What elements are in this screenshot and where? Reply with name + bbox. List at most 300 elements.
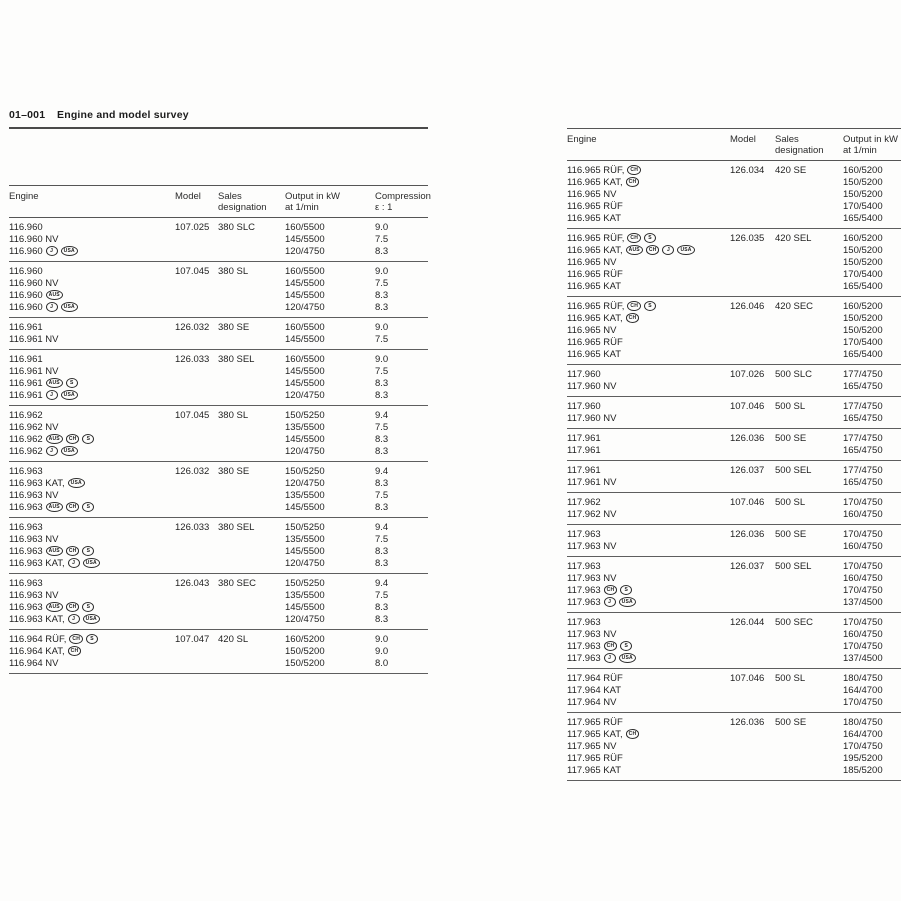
engine-designation: 116.965 RÜF: [567, 200, 623, 212]
engine-designation: 116.963 KAT, USA: [9, 478, 175, 490]
output-cell: [843, 617, 901, 665]
engine-block: [9, 518, 428, 574]
engine-cell: [9, 410, 175, 458]
engine-cell: [9, 266, 175, 314]
compression-cell: [375, 354, 428, 402]
section-code: 01–001: [9, 109, 46, 121]
sales-designation-cell: 420 SL: [218, 633, 249, 645]
compression-value: 9.0: [375, 265, 389, 277]
page-header: [9, 109, 428, 121]
output-cell: [285, 410, 375, 458]
country-badge-ch: CH: [604, 585, 618, 595]
output-value: 170/5400: [843, 336, 883, 348]
output-value: 150/5200: [843, 176, 883, 188]
engine-cell: [567, 165, 730, 225]
engine-designation: 116.963 AUS CH S: [9, 502, 175, 514]
country-badge-ch: CH: [626, 313, 640, 323]
country-badge-ch: CH: [66, 602, 80, 612]
engine-designation: 116.961 NV: [9, 333, 59, 345]
output-value: 160/5200: [843, 164, 883, 176]
engine-designation: 117.965 KAT, CH: [567, 729, 730, 741]
engine-designation: 117.960: [567, 368, 601, 380]
country-badge-s: S: [644, 233, 656, 243]
compression-value: 8.3: [375, 433, 389, 445]
output-value: 164/4700: [843, 684, 883, 696]
engine-block: [567, 493, 901, 525]
country-badge-aus: AUS: [626, 245, 643, 255]
output-value: 137/4500: [843, 652, 883, 664]
output-value: 160/4750: [843, 572, 883, 584]
output-value: 165/4750: [843, 380, 883, 392]
output-value: 180/4750: [843, 672, 883, 684]
engine-cell: [567, 465, 730, 489]
output-cell: [285, 634, 375, 670]
sales-designation-cell: 500 SL: [775, 496, 806, 508]
engine-designation: 116.965 RÜF: [567, 336, 623, 348]
compression-value: 8.3: [375, 445, 389, 457]
engine-designation: 116.960 J USA: [9, 246, 175, 258]
country-badge-j: J: [68, 558, 80, 568]
engine-cell: [9, 354, 175, 402]
output-cell: [843, 717, 901, 777]
country-badge-j: J: [604, 653, 616, 663]
engine-designation: 116.965 NV: [567, 188, 617, 200]
output-cell: [285, 266, 375, 314]
model-cell: 107.046: [730, 496, 765, 508]
output-value: 120/4750: [285, 245, 325, 257]
engine-designation: 116.965 NV: [567, 256, 617, 268]
output-value: 150/5250: [285, 409, 325, 421]
country-badge-aus: AUS: [46, 378, 63, 388]
country-badge-s: S: [86, 634, 98, 644]
column-header-sales: Sales designation: [218, 191, 267, 213]
output-value: 195/5200: [843, 752, 883, 764]
output-value: 160/5200: [843, 232, 883, 244]
output-value: 145/5500: [285, 601, 325, 613]
engine-designation: 117.964 RÜF: [567, 672, 623, 684]
compression-cell: [375, 410, 428, 458]
country-badge-ch: CH: [626, 177, 640, 187]
compression-value: 7.5: [375, 277, 389, 289]
compression-value: 9.0: [375, 321, 389, 333]
engine-cell: [567, 433, 730, 457]
sales-designation-cell: 380 SL: [218, 265, 249, 277]
column-header-output: Output in kW at 1/min: [843, 134, 898, 156]
output-value: 120/4750: [285, 445, 325, 457]
model-cell: 126.034: [730, 164, 765, 176]
engine-designation: 116.963: [9, 521, 43, 533]
engine-designation: 116.961 J USA: [9, 390, 175, 402]
engine-designation: 116.960 AUS: [9, 290, 175, 302]
compression-cell: [375, 634, 428, 670]
country-badge-j: J: [662, 245, 674, 255]
output-value: 120/4750: [285, 301, 325, 313]
output-value: 170/4750: [843, 616, 883, 628]
output-value: 150/5200: [843, 244, 883, 256]
engine-block: [567, 557, 901, 613]
output-value: 170/4750: [843, 560, 883, 572]
engine-designation: 116.962 J USA: [9, 446, 175, 458]
output-value: 150/5250: [285, 577, 325, 589]
output-value: 150/5200: [843, 256, 883, 268]
engine-block: [567, 669, 901, 713]
output-value: 120/4750: [285, 557, 325, 569]
engine-block: [9, 318, 428, 350]
country-badge-ch: CH: [66, 434, 80, 444]
column-header-engine: Engine: [567, 134, 597, 145]
engine-designation: 117.963 NV: [567, 628, 617, 640]
compression-value: 8.3: [375, 601, 389, 613]
output-value: 177/4750: [843, 400, 883, 412]
engine-block: [567, 297, 901, 365]
engine-designation: 116.965 RÜF, CH S: [567, 233, 730, 245]
compression-value: 9.4: [375, 409, 389, 421]
sales-designation-cell: 380 SEL: [218, 353, 255, 365]
model-cell: 126.043: [175, 577, 210, 589]
country-badge-ch: CH: [646, 245, 660, 255]
output-value: 145/5500: [285, 333, 325, 345]
engine-designation: 117.963: [567, 528, 601, 540]
engine-designation: 116.965 KAT: [567, 280, 622, 292]
engine-designation: 116.963 AUS CH S: [9, 546, 175, 558]
engine-designation: 116.964 NV: [9, 657, 59, 669]
engine-block: [567, 429, 901, 461]
engine-designation: 116.960 J USA: [9, 302, 175, 314]
engine-designation: 116.963 KAT, J USA: [9, 558, 175, 570]
output-value: 170/4750: [843, 528, 883, 540]
compression-value: 8.3: [375, 613, 389, 625]
sales-designation-cell: 500 SE: [775, 528, 807, 540]
compression-value: 9.4: [375, 577, 389, 589]
country-badge-s: S: [620, 585, 632, 595]
output-value: 160/5500: [285, 353, 325, 365]
output-value: 160/4750: [843, 508, 883, 520]
country-badge-s: S: [82, 502, 94, 512]
output-cell: [285, 222, 375, 258]
model-cell: 126.037: [730, 464, 765, 476]
output-value: 170/5400: [843, 200, 883, 212]
engine-designation: 116.962 NV: [9, 421, 59, 433]
engine-designation: 116.965 RÜF, CH: [567, 165, 730, 177]
compression-value: 7.5: [375, 333, 389, 345]
engine-designation: 117.960 NV: [567, 412, 617, 424]
output-value: 137/4500: [843, 596, 883, 608]
column-header-compression: Compression ε : 1: [375, 191, 431, 213]
engine-block: [567, 397, 901, 429]
output-value: 177/4750: [843, 464, 883, 476]
country-badge-s: S: [82, 602, 94, 612]
compression-value: 7.5: [375, 421, 389, 433]
column-header-model: Model: [730, 134, 756, 145]
model-cell: 126.032: [175, 321, 210, 333]
compression-value: 8.3: [375, 289, 389, 301]
country-badge-aus: AUS: [46, 434, 63, 444]
model-cell: 126.037: [730, 560, 765, 572]
sales-designation-cell: 500 SEL: [775, 560, 812, 572]
engine-survey-table-left: [9, 185, 431, 674]
engine-cell: [567, 673, 730, 709]
model-cell: 107.046: [730, 672, 765, 684]
output-value: 145/5500: [285, 377, 325, 389]
sales-designation-cell: 500 SE: [775, 716, 807, 728]
output-value: 135/5500: [285, 533, 325, 545]
engine-designation: 116.960 NV: [9, 277, 59, 289]
compression-value: 8.3: [375, 477, 389, 489]
column-header-engine: Engine: [9, 191, 39, 202]
output-cell: [843, 561, 901, 609]
country-badge-ch: CH: [604, 641, 618, 651]
engine-designation: 116.961: [9, 321, 43, 333]
country-badge-ch: CH: [66, 502, 80, 512]
output-value: 185/5200: [843, 764, 883, 776]
compression-value: 7.5: [375, 533, 389, 545]
output-value: 150/5200: [285, 657, 325, 669]
engine-designation: 116.963: [9, 577, 43, 589]
sales-designation-cell: 380 SEL: [218, 521, 255, 533]
sales-designation-cell: 420 SEL: [775, 232, 812, 244]
compression-value: 7.5: [375, 365, 389, 377]
engine-designation: 116.962: [9, 409, 43, 421]
model-cell: 126.036: [730, 432, 765, 444]
country-badge-usa: USA: [83, 614, 100, 624]
engine-cell: [567, 497, 730, 521]
country-badge-aus: AUS: [46, 290, 63, 300]
output-cell: [285, 354, 375, 402]
country-badge-usa: USA: [68, 478, 85, 488]
output-value: 150/5250: [285, 521, 325, 533]
output-value: 145/5500: [285, 277, 325, 289]
engine-block: [567, 161, 901, 229]
output-value: 170/4750: [843, 496, 883, 508]
country-badge-s: S: [82, 434, 94, 444]
engine-designation: 117.963 CH S: [567, 585, 730, 597]
engine-block: [567, 229, 901, 297]
engine-designation: 117.963: [567, 560, 601, 572]
engine-designation: 117.960 NV: [567, 380, 617, 392]
country-badge-usa: USA: [677, 245, 694, 255]
output-cell: [843, 301, 901, 361]
output-value: 164/4700: [843, 728, 883, 740]
output-value: 160/4750: [843, 540, 883, 552]
engine-block: [9, 406, 428, 462]
compression-cell: [375, 266, 428, 314]
country-badge-usa: USA: [61, 390, 78, 400]
country-badge-ch: CH: [66, 546, 80, 556]
output-value: 145/5500: [285, 545, 325, 557]
output-cell: [285, 578, 375, 626]
compression-value: 7.5: [375, 489, 389, 501]
output-value: 160/4750: [843, 628, 883, 640]
model-cell: 107.045: [175, 265, 210, 277]
output-value: 165/5400: [843, 280, 883, 292]
compression-value: 8.3: [375, 545, 389, 557]
engine-designation: 116.963 KAT, J USA: [9, 614, 175, 626]
engine-designation: 117.965 RÜF: [567, 752, 623, 764]
compression-value: 8.3: [375, 245, 389, 257]
engine-cell: [567, 369, 730, 393]
country-badge-usa: USA: [61, 446, 78, 456]
compression-value: 8.3: [375, 389, 389, 401]
output-cell: [285, 322, 375, 346]
column-header-model: Model: [175, 191, 201, 202]
page-title: Engine and model survey: [57, 109, 189, 121]
output-value: 160/5500: [285, 265, 325, 277]
model-cell: 126.036: [730, 716, 765, 728]
country-badge-aus: AUS: [46, 546, 63, 556]
output-value: 180/4750: [843, 716, 883, 728]
output-cell: [843, 497, 901, 521]
engine-cell: [9, 522, 175, 570]
output-value: 145/5500: [285, 433, 325, 445]
engine-designation: 117.965 RÜF: [567, 716, 623, 728]
sales-designation-cell: 420 SE: [775, 164, 807, 176]
engine-designation: 116.963 NV: [9, 589, 59, 601]
output-value: 177/4750: [843, 368, 883, 380]
output-value: 135/5500: [285, 589, 325, 601]
engine-designation: 116.965 KAT, CH: [567, 177, 730, 189]
engine-designation: 117.961 NV: [567, 476, 617, 488]
country-badge-aus: AUS: [46, 502, 63, 512]
engine-designation: 117.963 NV: [567, 572, 617, 584]
country-badge-ch: CH: [69, 634, 83, 644]
engine-designation: 117.962 NV: [567, 508, 617, 520]
compression-cell: [375, 522, 428, 570]
engine-designation: 117.963 CH S: [567, 641, 730, 653]
country-badge-j: J: [46, 390, 58, 400]
compression-cell: [375, 578, 428, 626]
output-cell: [843, 369, 901, 393]
engine-designation: 117.961: [567, 444, 601, 456]
engine-cell: [9, 634, 175, 670]
output-cell: [843, 673, 901, 709]
output-cell: [843, 233, 901, 293]
output-value: 135/5500: [285, 489, 325, 501]
output-value: 170/4750: [843, 584, 883, 596]
compression-value: 8.3: [375, 501, 389, 513]
sales-designation-cell: 420 SEC: [775, 300, 814, 312]
output-value: 170/4750: [843, 696, 883, 708]
engine-designation: 117.961: [567, 464, 601, 476]
compression-value: 9.0: [375, 353, 389, 365]
sales-designation-cell: 500 SL: [775, 400, 806, 412]
engine-designation: 117.964 NV: [567, 696, 617, 708]
country-badge-usa: USA: [619, 653, 636, 663]
engine-block: [567, 613, 901, 669]
country-badge-s: S: [66, 378, 78, 388]
header-rule: [9, 127, 428, 129]
engine-designation: 117.962: [567, 496, 601, 508]
output-value: 165/4750: [843, 444, 883, 456]
engine-designation: 116.962 AUS CH S: [9, 434, 175, 446]
compression-cell: [375, 466, 428, 514]
engine-cell: [9, 222, 175, 258]
engine-cell: [9, 466, 175, 514]
column-header-output: Output in kW at 1/min: [285, 191, 340, 213]
compression-value: 8.3: [375, 557, 389, 569]
engine-designation: 116.963 AUS CH S: [9, 602, 175, 614]
output-value: 150/5200: [843, 188, 883, 200]
compression-cell: [375, 222, 428, 258]
table-header-row: [567, 129, 901, 161]
compression-value: 7.5: [375, 589, 389, 601]
engine-designation: 116.963: [9, 465, 43, 477]
country-badge-j: J: [46, 302, 58, 312]
output-value: 150/5200: [285, 645, 325, 657]
output-value: 165/4750: [843, 412, 883, 424]
output-value: 150/5200: [843, 324, 883, 336]
output-value: 160/5200: [285, 633, 325, 645]
engine-designation: 116.960: [9, 265, 43, 277]
compression-value: 9.4: [375, 521, 389, 533]
output-value: 145/5500: [285, 289, 325, 301]
output-cell: [843, 465, 901, 489]
engine-designation: 117.961: [567, 432, 601, 444]
country-badge-s: S: [644, 301, 656, 311]
output-value: 170/4750: [843, 740, 883, 752]
engine-designation: 117.963 NV: [567, 540, 617, 552]
output-cell: [285, 522, 375, 570]
engine-designation: 116.965 KAT: [567, 348, 622, 360]
output-value: 120/4750: [285, 389, 325, 401]
country-badge-usa: USA: [83, 558, 100, 568]
sales-designation-cell: 500 SLC: [775, 368, 812, 380]
engine-designation: 116.964 KAT, CH: [9, 646, 175, 658]
engine-cell: [567, 301, 730, 361]
model-cell: 126.046: [730, 300, 765, 312]
sales-designation-cell: 380 SE: [218, 321, 250, 333]
country-badge-s: S: [82, 546, 94, 556]
engine-designation: 116.965 RÜF: [567, 268, 623, 280]
output-value: 150/5200: [843, 312, 883, 324]
output-value: 165/5400: [843, 212, 883, 224]
country-badge-ch: CH: [627, 233, 641, 243]
engine-block: [567, 461, 901, 493]
table-header-row: [9, 186, 431, 218]
sales-designation-cell: 380 SL: [218, 409, 249, 421]
country-badge-usa: USA: [619, 597, 636, 607]
sales-designation-cell: 500 SEL: [775, 464, 812, 476]
compression-value: 9.0: [375, 633, 389, 645]
country-badge-aus: AUS: [46, 602, 63, 612]
output-value: 145/5500: [285, 501, 325, 513]
engine-cell: [9, 578, 175, 626]
engine-survey-table-right: [567, 128, 901, 781]
model-cell: 126.035: [730, 232, 765, 244]
engine-cell: [567, 529, 730, 553]
sales-designation-cell: 380 SLC: [218, 221, 255, 233]
engine-designation: 116.965 RÜF, CH S: [567, 301, 730, 313]
sales-designation-cell: 380 SEC: [218, 577, 257, 589]
engine-designation: 116.960: [9, 221, 43, 233]
engine-block: [567, 365, 901, 397]
model-cell: 126.033: [175, 353, 210, 365]
model-cell: 126.033: [175, 521, 210, 533]
country-badge-ch: CH: [68, 646, 82, 656]
compression-value: 8.0: [375, 657, 389, 669]
sales-designation-cell: 500 SL: [775, 672, 806, 684]
engine-designation: 117.963 J USA: [567, 597, 730, 609]
output-value: 165/5400: [843, 348, 883, 360]
engine-block: [567, 713, 901, 781]
compression-value: 9.4: [375, 465, 389, 477]
output-value: 120/4750: [285, 613, 325, 625]
output-value: 177/4750: [843, 432, 883, 444]
country-badge-usa: USA: [61, 302, 78, 312]
model-cell: 107.047: [175, 633, 210, 645]
engine-designation: 116.964 RÜF, CH S: [9, 634, 175, 646]
engine-cell: [567, 401, 730, 425]
engine-designation: 117.963: [567, 616, 601, 628]
